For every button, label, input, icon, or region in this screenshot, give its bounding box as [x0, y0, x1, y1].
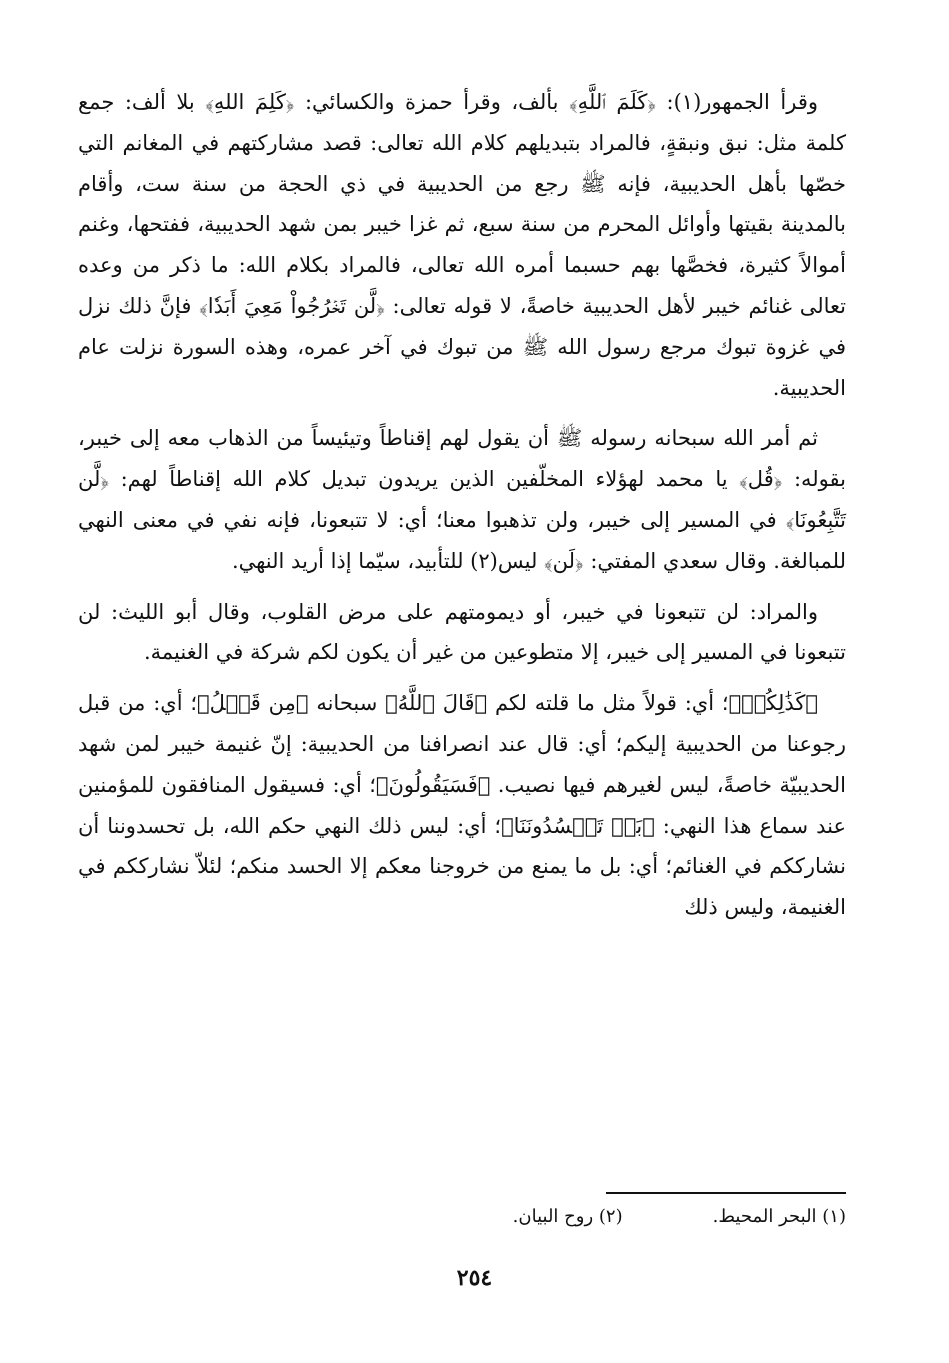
footnote: (١) البحر المحيط. — [712, 1206, 846, 1227]
page-number: ٢٥٤ — [456, 1265, 493, 1291]
footnote: (٢) روح البيان. — [512, 1206, 623, 1227]
paragraph: والمراد: لن تتبعونا في خيبر، أو ديمومتهم على مرض القلوب، وقال أبو الليث: لن تتبعونا في المسير إلى خيبر، إلا متطوعين من غير أن يكون لكم شركة في الغنيمة. — [78, 599, 846, 665]
footnote-divider — [606, 1192, 846, 1194]
paragraph: ﴿كَذَٰلِكُمۡ﴾؛ أي: قولاً مثل ما قلته لكم ﴿قَالَ ٱللَّهُ﴾ سبحانه ﴿مِن قَبۡلُ﴾؛ أي: من قبل رجوعنا من الحديبية إليكم؛ أي: قال عند انصرافنا من الحديبية: إنّ غنيمة خيبر لمن شهد الحديبيّة خاصةً، ليس لغيرهم فيها نصيب. ﴿فَسَيَقُولُونَ﴾؛ أي: فسيقول المنافقون للمؤمنين عند سماع هذا النهي: ﴿بَلۡ تَحۡسُدُونَنَا﴾؛ أي: ليس ذلك النهي حكم الله، بل تحسدوننا أن نشارككم في الغنائم؛ أي: بل ما يمنع من خروجنا معكم إلا الحسد منكم؛ لئلاّ نشارككم في الغنيمة، وليس ذلك — [78, 691, 846, 920]
footnotes — [260, 1206, 846, 1227]
paragraph: وقرأ الجمهور(١): ﴿كَلَمَ ٱللَّهِ﴾ بألف، وقرأ حمزة والكسائي: ﴿كَلِمَ اللهِ﴾ بلا ألف: جمع كلمة مثل: نبق ونبقةٍ، فالمراد بتبديلهم كلام الله تعالى: قصد مشاركتهم في المغانم التي خصّها بأهل الحديبية، فإنه ﷺ رجع من الحديبية في ذي الحجة من سنة ست، وأقام بالمدينة بقيتها وأوائل المحرم من سنة سبع، ثم غزا خيبر بمن شهد الحديبية، ففتحها، وغنم أموالاً كثيرة، فخصَّها بهم حسبما أمره الله تعالى، فالمراد بكلام الله: ما ذكر من وعده تعالى غنائم خيبر لأهل الحديبية خاصةً، لا قوله تعالى: ﴿لَّن تَخۡرُجُواْ مَعِيَ أَبَدٗا﴾ فإنَّ ذلك نزل في غزوة تبوك مرجع رسول الله ﷺ من تبوك في آخر عمره، وهذه السورة نزلت عام الحديبية. — [78, 90, 847, 400]
page-body — [78, 82, 846, 938]
paragraph: ثم أمر الله سبحانه رسوله ﷺ أن يقول لهم إقناطاً وتيئيساً من الذهاب معه إلى خيبر، بقوله: ﴿قُل﴾ يا محمد لهؤلاء المخلّفين الذين يريدون تبديل كلام الله إقناطاً لهم: ﴿لَّن تَتَّبِعُونَا﴾ في المسير إلى خيبر، ولن تذهبوا معنا؛ أي: لا تتبعونا، فإنه نفي في معنى النهي للمبالغة. وقال سعدي المفتي: ﴿لَن﴾ ليس(٢) للتأبيد، سيّما إذا أريد النهي. — [78, 426, 846, 573]
